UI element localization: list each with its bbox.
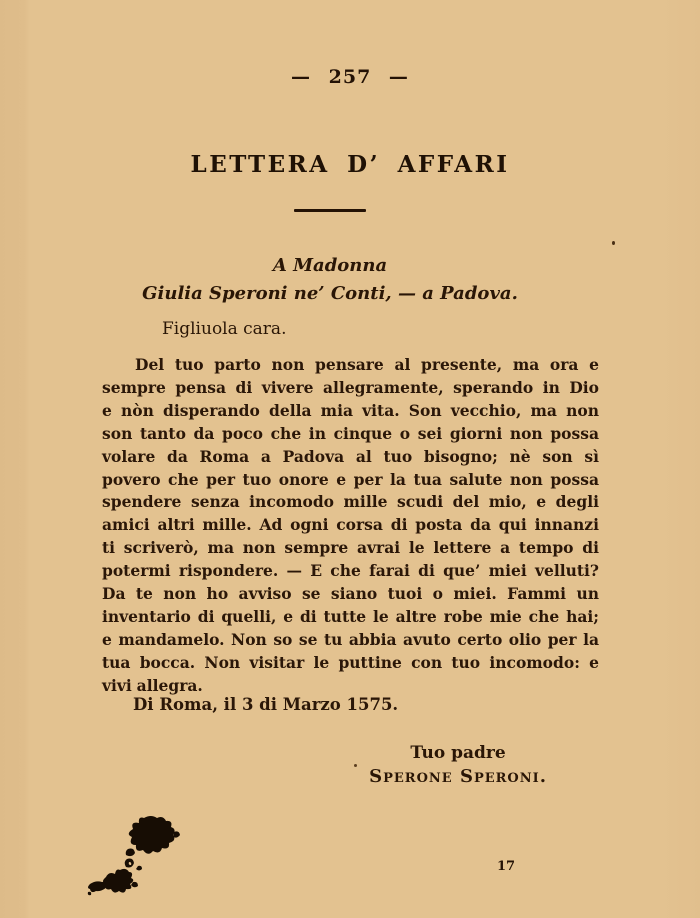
body-line: Da te non ho avviso se siano tuoi o miei. Fammi un (102, 584, 599, 604)
title-divider (294, 209, 366, 212)
dateline: Di Roma, il 3 di Marzo 1575. (133, 695, 399, 714)
body-line: povero che per tuo onore e per la tua salute non possa (102, 469, 599, 489)
body-line: Del tuo parto non pensare al presente, ma ora e (135, 355, 599, 374)
signature-block (369, 741, 547, 789)
body-line: e mandamelo. Non so se tu abbia avuto certo olio per la (102, 629, 599, 649)
signature-name: Sperone Speroni. (369, 766, 547, 787)
address-block (0, 252, 660, 308)
letter-body (102, 354, 599, 698)
body-line: son tanto da poco che in cinque o sei giorni non possa (102, 423, 599, 443)
body-line: potermi rispondere. — E che farai di que’ miei velluti? (102, 561, 599, 581)
ink-speck (612, 241, 615, 245)
body-line: inventario di quelli, e di tutte le altre robe mie che hai; (102, 606, 599, 626)
body-line: vivi allegra. (102, 675, 203, 695)
body-line: sempre pensa di vivere allegramente, sperando in Dio (102, 377, 599, 397)
salutation: Figliuola cara. (162, 319, 287, 339)
body-line: tua bocca. Non visitar le puttine con tuo incomodo: e (102, 652, 599, 672)
body-line: e nòn disperando della mia vita. Son vecchio, ma non (102, 400, 599, 420)
address-line-2: Giulia Speroni ne’ Conti, — a Padova. (142, 283, 518, 304)
letter-title: LETTERA D’ AFFARI (190, 151, 510, 178)
body-line: volare da Roma a Padova al tuo bisogno; nè son sì (102, 446, 599, 466)
ink-speck (354, 764, 357, 767)
body-line: amici altri mille. Ad ogni corsa di posta da qui innanzi (102, 515, 599, 535)
ink-blot-icon (78, 812, 190, 904)
signature-mark: 17 (497, 859, 516, 874)
address-line-1: A Madonna (272, 255, 388, 276)
page-number: — 257 — (291, 66, 409, 88)
body-line: spendere senza incomodo mille scudi del mio, e degli (102, 492, 599, 512)
closing: Tuo padre (410, 743, 506, 763)
body-line: ti scriverò, ma non sempre avrai le lettere a tempo di (102, 538, 599, 558)
